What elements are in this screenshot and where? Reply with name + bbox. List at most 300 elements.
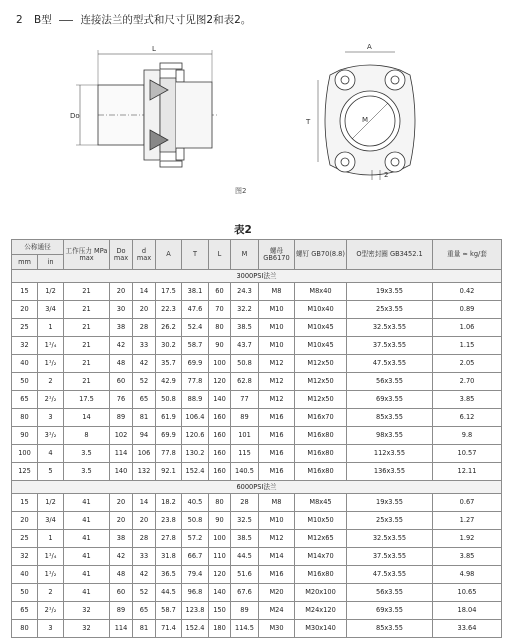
table-cell: 3	[38, 409, 64, 427]
table-cell: 140	[209, 391, 231, 409]
table-cell: 69x3.55	[347, 391, 433, 409]
table-cell: M16	[259, 409, 295, 427]
header-mm: mm	[12, 255, 38, 270]
table-cell: 21	[64, 283, 110, 301]
table-cell: 114.5	[231, 620, 259, 638]
table-cell: M12x50	[295, 373, 347, 391]
table-cell: 41	[64, 566, 110, 584]
dash-separator	[59, 20, 73, 21]
section-heading	[16, 12, 251, 27]
table-cell: 40	[12, 566, 38, 584]
table-cell: 69.9	[156, 427, 182, 445]
table-cell: 22.3	[156, 301, 182, 319]
table-cell: 79.4	[182, 566, 209, 584]
table-cell: 160	[209, 463, 231, 481]
table-cell: M16	[259, 445, 295, 463]
table-row	[12, 463, 502, 481]
table-cell: 32	[12, 548, 38, 566]
table-cell: 32	[64, 620, 110, 638]
table-cell: M16	[259, 566, 295, 584]
table-cell: 152.4	[182, 620, 209, 638]
table-cell: 81	[133, 409, 156, 427]
table-cell: 42	[110, 548, 133, 566]
table-cell: 52.4	[182, 319, 209, 337]
table-row	[12, 301, 502, 319]
table-cell: 136x3.55	[347, 463, 433, 481]
table-cell: 32	[12, 337, 38, 355]
table-cell: 0.42	[433, 283, 502, 301]
table-cell: 140	[209, 584, 231, 602]
table-cell: 20	[110, 512, 133, 530]
table-cell: 0.67	[433, 494, 502, 512]
table-row	[12, 391, 502, 409]
section-text: 连接法兰的型式和尺寸见图2和表2。	[80, 14, 252, 26]
table-cell: 21	[64, 373, 110, 391]
table-cell: 80	[209, 494, 231, 512]
table-cell: 42	[110, 337, 133, 355]
table-cell: 20	[133, 301, 156, 319]
table-cell: 90	[209, 512, 231, 530]
header-A: A	[156, 240, 182, 270]
table-cell: 77	[231, 391, 259, 409]
table-cell: 50	[12, 373, 38, 391]
table-cell: 12.11	[433, 463, 502, 481]
table-cell: 3.5	[64, 463, 110, 481]
table-cell: 17.5	[156, 283, 182, 301]
table-cell: 32	[64, 602, 110, 620]
table-cell: 160	[209, 409, 231, 427]
table-cell: 6.12	[433, 409, 502, 427]
table-cell: 94	[133, 427, 156, 445]
table-cell: 32.5x3.55	[347, 530, 433, 548]
table-cell: 5	[38, 463, 64, 481]
table-cell: 47.5x3.55	[347, 566, 433, 584]
table-cell: 32.5	[231, 512, 259, 530]
table-cell: M8x45	[295, 494, 347, 512]
table-cell: 106	[133, 445, 156, 463]
table-cell: 77.8	[156, 445, 182, 463]
table-cell: M10	[259, 337, 295, 355]
table-cell: M24	[259, 602, 295, 620]
table-cell: M16	[259, 463, 295, 481]
table-cell: 47.5x3.55	[347, 355, 433, 373]
table-cell: M8	[259, 283, 295, 301]
table-cell: 47.6	[182, 301, 209, 319]
table-cell: 2	[38, 373, 64, 391]
table-cell: 4.98	[433, 566, 502, 584]
table-cell: 60	[110, 584, 133, 602]
table-cell: 48	[110, 566, 133, 584]
table-cell: 19x3.55	[347, 494, 433, 512]
table-cell: 37.5x3.55	[347, 337, 433, 355]
table-cell: 25	[12, 530, 38, 548]
header-d-sub: max	[136, 253, 152, 262]
table-cell: 132	[133, 463, 156, 481]
table-cell: 20	[133, 512, 156, 530]
table-cell: 101	[231, 427, 259, 445]
table-cell: M12x50	[295, 391, 347, 409]
table-cell: 19x3.55	[347, 283, 433, 301]
table-cell: 85x3.55	[347, 620, 433, 638]
table-cell: 150	[209, 602, 231, 620]
table-cell: 120	[209, 566, 231, 584]
table-cell: M12	[259, 391, 295, 409]
table-row	[12, 283, 502, 301]
figure-caption: 图2	[235, 187, 247, 195]
table-cell: 56x3.55	[347, 373, 433, 391]
table-cell: 20	[110, 494, 133, 512]
table-cell: 25x3.55	[347, 301, 433, 319]
table-cell: 57.2	[182, 530, 209, 548]
table-cell: M16x80	[295, 463, 347, 481]
table-cell: 27.8	[156, 530, 182, 548]
dim-label-L: L	[152, 45, 156, 53]
header-nut: 螺母 GB6170	[259, 240, 295, 270]
table-cell: 48	[110, 355, 133, 373]
table-cell: M16x80	[295, 427, 347, 445]
table-cell: 70	[209, 301, 231, 319]
table-cell: 25x3.55	[347, 512, 433, 530]
table-cell: M12	[259, 355, 295, 373]
dim-label-M: M	[362, 116, 369, 124]
table-cell: 1/2	[38, 283, 64, 301]
table-cell: 106.4	[182, 409, 209, 427]
table-cell: M24x120	[295, 602, 347, 620]
table-cell: 15	[12, 494, 38, 512]
table-cell: 69x3.55	[347, 602, 433, 620]
table-cell: M20	[259, 584, 295, 602]
dim-label-T: T	[306, 118, 311, 126]
table-cell: 160	[209, 427, 231, 445]
table-cell: 14	[133, 283, 156, 301]
table-cell: 26.2	[156, 319, 182, 337]
table-cell: 40	[12, 355, 38, 373]
table-cell: 80	[209, 319, 231, 337]
table-cell: 76	[110, 391, 133, 409]
header-T: T	[182, 240, 209, 270]
table-cell: 65	[133, 602, 156, 620]
table-cell: 28	[133, 319, 156, 337]
table-cell: 1¹/₂	[38, 566, 64, 584]
table-cell: 36.5	[156, 566, 182, 584]
table-cell: 3/4	[38, 301, 64, 319]
header-L: L	[209, 240, 231, 270]
table-cell: M8x40	[295, 283, 347, 301]
header-d	[133, 240, 156, 270]
table-cell: 88.9	[182, 391, 209, 409]
table-cell: 140	[110, 463, 133, 481]
section-number: 2	[16, 14, 23, 26]
table-cell: 114	[110, 445, 133, 463]
table-cell: 1.06	[433, 319, 502, 337]
table-cell: 89	[231, 409, 259, 427]
table-cell: 33.64	[433, 620, 502, 638]
table-cell: M10x50	[295, 512, 347, 530]
table-cell: 1/2	[38, 494, 64, 512]
dim-label-A: A	[367, 43, 372, 51]
table-cell: M16	[259, 427, 295, 445]
table-cell: 58.7	[182, 337, 209, 355]
table-cell: 30	[110, 301, 133, 319]
table-cell: 3.5	[64, 445, 110, 463]
table-row	[12, 530, 502, 548]
header-bolt: 螺钉 GB70(8.8)	[295, 240, 347, 270]
header-M: M	[231, 240, 259, 270]
table-cell: M10x45	[295, 319, 347, 337]
table-cell: 92.1	[156, 463, 182, 481]
table-cell: 112x3.55	[347, 445, 433, 463]
table-cell: 44.5	[231, 548, 259, 566]
table-cell: 50	[12, 584, 38, 602]
table-cell: 62.8	[231, 373, 259, 391]
table-title: 表2	[234, 224, 252, 236]
table-cell: M12x65	[295, 530, 347, 548]
table-row	[12, 602, 502, 620]
table-row	[12, 512, 502, 530]
table-cell: 160	[209, 445, 231, 463]
table-body	[12, 270, 502, 638]
section-title: 6000PSI法兰	[12, 481, 502, 494]
table-cell: 180	[209, 620, 231, 638]
table-cell: 30.2	[156, 337, 182, 355]
table-cell: 10.57	[433, 445, 502, 463]
dim-label-2: 2	[384, 171, 389, 179]
table-cell: M14	[259, 548, 295, 566]
table-cell: 50.8	[182, 512, 209, 530]
table-cell: 21	[64, 301, 110, 319]
table-cell: 120.6	[182, 427, 209, 445]
table-cell: 60	[110, 373, 133, 391]
table-cell: M10x45	[295, 337, 347, 355]
table-cell: 38.1	[182, 283, 209, 301]
table-cell: 1	[38, 530, 64, 548]
flange-drawing	[0, 30, 509, 195]
table-cell: 89	[110, 409, 133, 427]
table-cell: 18.2	[156, 494, 182, 512]
table-cell: 41	[64, 530, 110, 548]
table-cell: 8	[64, 427, 110, 445]
table-cell: M30	[259, 620, 295, 638]
table-row	[12, 494, 502, 512]
section-header-row	[12, 481, 502, 494]
table-cell: 89	[110, 602, 133, 620]
table-cell: 102	[110, 427, 133, 445]
table-row	[12, 445, 502, 463]
table-cell: 3	[38, 620, 64, 638]
table-cell: 60	[209, 283, 231, 301]
table-cell: 52	[133, 584, 156, 602]
table-cell: 61.9	[156, 409, 182, 427]
table-cell: 120	[209, 373, 231, 391]
table-cell: 1¹/₄	[38, 548, 64, 566]
table-cell: 51.6	[231, 566, 259, 584]
table-cell: 125	[12, 463, 38, 481]
table-cell: 41	[64, 512, 110, 530]
table-cell: 20	[12, 301, 38, 319]
table-cell: 1.15	[433, 337, 502, 355]
table-cell: 152.4	[182, 463, 209, 481]
table-cell: 96.8	[182, 584, 209, 602]
table-cell: M10	[259, 512, 295, 530]
table-cell: 20	[110, 283, 133, 301]
table-cell: 38.5	[231, 530, 259, 548]
table-cell: 100	[209, 530, 231, 548]
table-cell: 38.5	[231, 319, 259, 337]
table-cell: 2.70	[433, 373, 502, 391]
table-cell: 42	[133, 566, 156, 584]
table-cell: 9.8	[433, 427, 502, 445]
table-cell: 67.6	[231, 584, 259, 602]
table-cell: M20x100	[295, 584, 347, 602]
table-cell: 100	[12, 445, 38, 463]
table-cell: 123.8	[182, 602, 209, 620]
side-view-drawing	[76, 50, 218, 167]
table-cell: 2¹/₂	[38, 391, 64, 409]
table-cell: 15	[12, 283, 38, 301]
table-cell: 32.2	[231, 301, 259, 319]
table-cell: 0.89	[433, 301, 502, 319]
table-cell: M10x40	[295, 301, 347, 319]
table-cell: M16x70	[295, 409, 347, 427]
header-do	[110, 240, 133, 270]
table-cell: 1¹/₄	[38, 337, 64, 355]
table-cell: 66.7	[182, 548, 209, 566]
table-cell: 28	[231, 494, 259, 512]
table-cell: 58.7	[156, 602, 182, 620]
table-cell: 33	[133, 337, 156, 355]
table-cell: 2¹/₂	[38, 602, 64, 620]
table-cell: 21	[64, 337, 110, 355]
table-cell: 98x3.55	[347, 427, 433, 445]
table-cell: M12x50	[295, 355, 347, 373]
table-row	[12, 319, 502, 337]
table-cell: 69.9	[182, 355, 209, 373]
table-cell: M10	[259, 301, 295, 319]
flange-dimension-table	[11, 239, 502, 638]
table-cell: 65	[133, 391, 156, 409]
table-cell: M16x80	[295, 445, 347, 463]
table-cell: 35.7	[156, 355, 182, 373]
table-row	[12, 620, 502, 638]
table-row	[12, 409, 502, 427]
table-cell: 28	[133, 530, 156, 548]
table-cell: 3.85	[433, 391, 502, 409]
section-title: 3000PSI法兰	[12, 270, 502, 283]
table-cell: M8	[259, 494, 295, 512]
table-cell: 100	[209, 355, 231, 373]
table-row	[12, 427, 502, 445]
table-cell: 31.8	[156, 548, 182, 566]
table-cell: 71.4	[156, 620, 182, 638]
table-cell: 14	[64, 409, 110, 427]
table-cell: 44.5	[156, 584, 182, 602]
table-cell: 21	[64, 319, 110, 337]
table-cell: 38	[110, 319, 133, 337]
header-pressure: 工作压力 MPa max	[64, 240, 110, 270]
header-weight: 重量 ≈ kg/套	[433, 240, 502, 270]
table-cell: 32.5x3.55	[347, 319, 433, 337]
header-in: in	[38, 255, 64, 270]
table-row	[12, 584, 502, 602]
table-row	[12, 566, 502, 584]
table-cell: 43.7	[231, 337, 259, 355]
table-cell: 23.8	[156, 512, 182, 530]
table-cell: 115	[231, 445, 259, 463]
table-cell: 21	[64, 355, 110, 373]
table-cell: 40.5	[182, 494, 209, 512]
table-cell: 130.2	[182, 445, 209, 463]
header-d-label: d	[141, 246, 147, 255]
table-cell: 80	[12, 620, 38, 638]
dim-label-Do: Do	[70, 112, 80, 120]
table-cell: 41	[64, 584, 110, 602]
table-cell: 50.8	[231, 355, 259, 373]
table-cell: 25	[12, 319, 38, 337]
table-cell: 2.05	[433, 355, 502, 373]
table-cell: 114	[110, 620, 133, 638]
table-row	[12, 373, 502, 391]
header-nominal-size: 公称通径	[12, 240, 64, 255]
table-cell: 41	[64, 548, 110, 566]
table-cell: M12	[259, 530, 295, 548]
table-cell: 56x3.55	[347, 584, 433, 602]
table-cell: 17.5	[64, 391, 110, 409]
section-type: B型	[34, 14, 52, 26]
table-cell: 2	[38, 584, 64, 602]
table-cell: 140.5	[231, 463, 259, 481]
table-cell: 65	[12, 602, 38, 620]
table-cell: 52	[133, 373, 156, 391]
table-cell: 65	[12, 391, 38, 409]
table-cell: 89	[231, 602, 259, 620]
header-do-sub: max	[113, 253, 129, 262]
section-header-row	[12, 270, 502, 283]
table-cell: 38	[110, 530, 133, 548]
header-oring: O型密封圈 GB3452.1	[347, 240, 433, 270]
table-cell: 14	[133, 494, 156, 512]
table-cell: 90	[209, 337, 231, 355]
table-cell: 4	[38, 445, 64, 463]
table-cell: M12	[259, 373, 295, 391]
table-cell: 42.9	[156, 373, 182, 391]
table-cell: 18.04	[433, 602, 502, 620]
table-cell: 37.5x3.55	[347, 548, 433, 566]
table-cell: 3.85	[433, 548, 502, 566]
header-do-label: Do	[116, 246, 126, 255]
table-cell: 1	[38, 319, 64, 337]
table-cell: 80	[12, 409, 38, 427]
table-cell: 3/4	[38, 512, 64, 530]
table-cell: 1.92	[433, 530, 502, 548]
table-cell: 1¹/₂	[38, 355, 64, 373]
table-cell: 77.8	[182, 373, 209, 391]
table-cell: M16x80	[295, 566, 347, 584]
table-cell: 1.27	[433, 512, 502, 530]
table-cell: 33	[133, 548, 156, 566]
table-cell: 81	[133, 620, 156, 638]
table-row	[12, 548, 502, 566]
table-cell: 90	[12, 427, 38, 445]
table-cell: M10	[259, 319, 295, 337]
table-cell: M30x140	[295, 620, 347, 638]
table-cell: 42	[133, 355, 156, 373]
table-row	[12, 355, 502, 373]
table-cell: 24.3	[231, 283, 259, 301]
table-cell: M14x70	[295, 548, 347, 566]
table-cell: 50.8	[156, 391, 182, 409]
table-row	[12, 337, 502, 355]
table-cell: 3¹/₂	[38, 427, 64, 445]
